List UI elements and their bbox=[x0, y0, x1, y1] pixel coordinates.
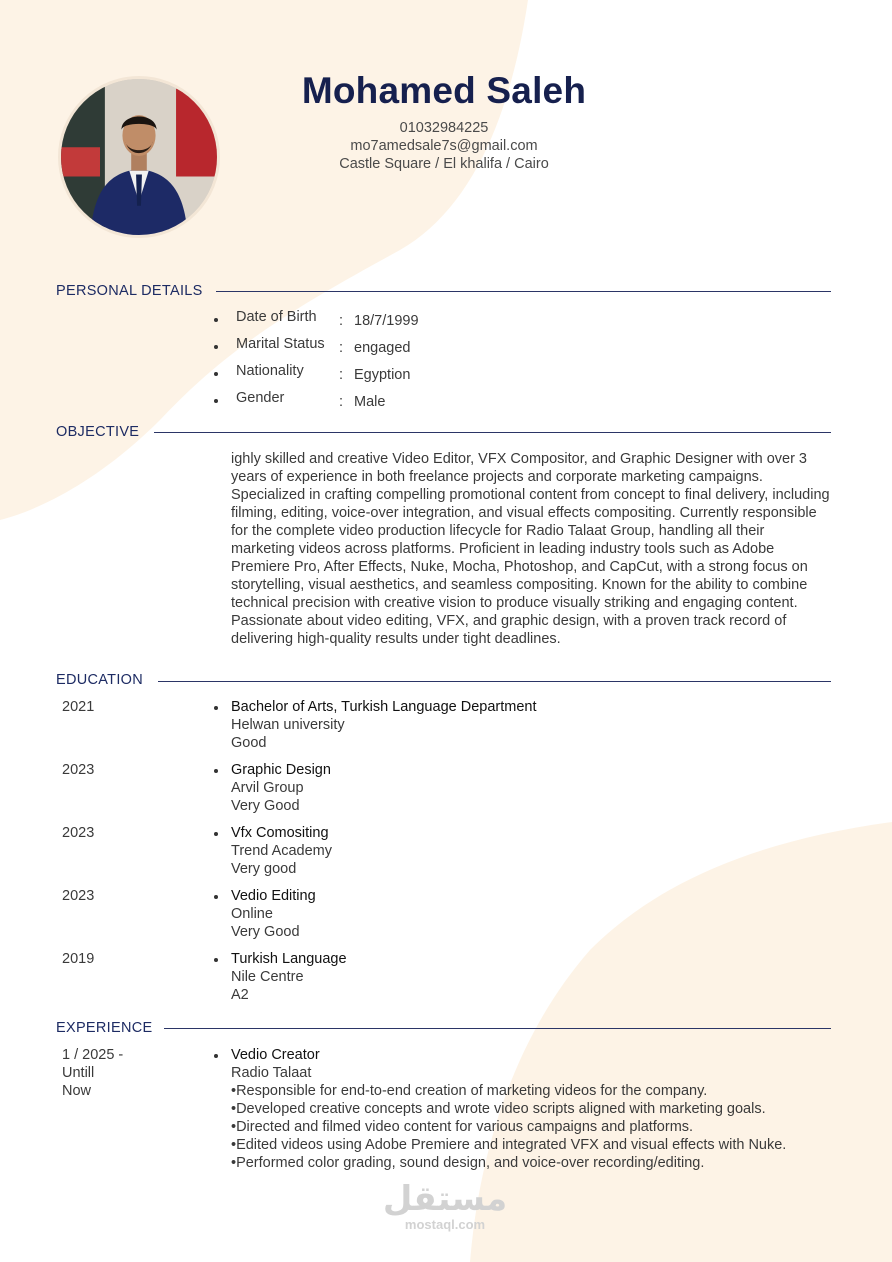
bullet-icon bbox=[214, 1054, 218, 1058]
responsibility-item: •Performed color grading, sound design, and voice-over recording/editing. bbox=[231, 1155, 705, 1171]
experience-date-line: 1 / 2025 - bbox=[62, 1047, 124, 1063]
education-year: 2019 bbox=[62, 951, 95, 967]
email-address: mo7amedsale7s@gmail.com bbox=[350, 138, 538, 154]
experience-heading: EXPERIENCE bbox=[56, 1020, 153, 1036]
education-entry bbox=[231, 887, 316, 941]
experience-date bbox=[62, 1046, 123, 1100]
responsibility-item: •Developed creative concepts and wrote video scripts aligned with marketing goals. bbox=[231, 1101, 766, 1117]
watermark-logo-text: مستقل bbox=[382, 1180, 508, 1218]
nationality-value: Egyption bbox=[354, 367, 411, 383]
education-institution: Nile Centre bbox=[231, 969, 304, 985]
section-divider bbox=[164, 1028, 831, 1029]
mostaql-watermark bbox=[380, 1180, 510, 1232]
experience-date-line: Now bbox=[62, 1083, 92, 1099]
bullet-icon bbox=[214, 372, 218, 376]
personal-details-heading: PERSONAL DETAILS bbox=[56, 283, 203, 299]
education-title: Vedio Editing bbox=[231, 888, 316, 904]
gender-label: Gender bbox=[236, 390, 285, 406]
education-grade: Very Good bbox=[231, 924, 300, 940]
phone-number: 01032984225 bbox=[399, 120, 489, 136]
responsibility-item: •Directed and filmed video content for various campaigns and platforms. bbox=[231, 1119, 694, 1135]
section-divider bbox=[154, 432, 831, 433]
home-address: Castle Square / El khalifa / Cairo bbox=[339, 156, 549, 172]
education-year: 2021 bbox=[62, 699, 95, 715]
company-name: Radio Talaat bbox=[231, 1065, 312, 1081]
experience-date-line: Untill bbox=[62, 1065, 95, 1081]
education-entry bbox=[231, 698, 536, 752]
profile-photo bbox=[58, 76, 220, 238]
person-portrait-icon bbox=[61, 79, 217, 235]
marital-status-label: Marital Status bbox=[236, 336, 325, 352]
education-entry bbox=[231, 950, 347, 1004]
dob-value: 18/7/1999 bbox=[354, 313, 419, 329]
bullet-icon bbox=[214, 706, 218, 710]
education-year: 2023 bbox=[62, 888, 95, 904]
education-entry bbox=[231, 824, 332, 878]
education-institution: Online bbox=[231, 906, 273, 922]
job-title: Vedio Creator bbox=[231, 1047, 320, 1063]
section-divider bbox=[216, 291, 831, 292]
candidate-name: Mohamed Saleh bbox=[301, 70, 587, 111]
education-heading: EDUCATION bbox=[56, 672, 144, 688]
responsibility-item: •Responsible for end-to-end creation of marketing videos for the company. bbox=[231, 1083, 708, 1099]
marital-status-value: engaged bbox=[354, 340, 411, 356]
gender-value: Male bbox=[354, 394, 386, 410]
education-entry bbox=[231, 761, 331, 815]
colon: : bbox=[339, 394, 344, 410]
colon: : bbox=[339, 340, 344, 356]
education-grade: Very Good bbox=[231, 798, 300, 814]
bullet-icon bbox=[214, 399, 218, 403]
bullet-icon bbox=[214, 769, 218, 773]
bullet-icon bbox=[214, 895, 218, 899]
bullet-icon bbox=[214, 318, 218, 322]
responsibility-item: •Edited videos using Adobe Premiere and integrated VFX and visual effects with Nuke. bbox=[231, 1137, 787, 1153]
education-year: 2023 bbox=[62, 762, 95, 778]
nationality-label: Nationality bbox=[236, 363, 304, 379]
bullet-icon bbox=[214, 832, 218, 836]
education-title: Turkish Language bbox=[231, 951, 347, 967]
colon: : bbox=[339, 313, 344, 329]
watermark-url: mostaql.com bbox=[404, 1217, 486, 1232]
bullet-icon bbox=[214, 958, 218, 962]
education-institution: Trend Academy bbox=[231, 843, 333, 859]
education-title: Graphic Design bbox=[231, 762, 331, 778]
education-grade: Very good bbox=[231, 861, 297, 877]
dob-label: Date of Birth bbox=[236, 309, 317, 325]
education-year: 2023 bbox=[62, 825, 95, 841]
experience-entry bbox=[231, 1046, 821, 1172]
education-institution: Helwan university bbox=[231, 717, 345, 733]
education-title: Vfx Comositing bbox=[231, 825, 329, 841]
objective-heading: OBJECTIVE bbox=[56, 424, 140, 440]
colon: : bbox=[339, 367, 344, 383]
education-grade: A2 bbox=[231, 987, 249, 1003]
education-title: Bachelor of Arts, Turkish Language Department bbox=[231, 699, 537, 715]
section-divider bbox=[158, 681, 831, 682]
bullet-icon bbox=[214, 345, 218, 349]
education-grade: Good bbox=[231, 735, 267, 751]
objective-text: ighly skilled and creative Video Editor, VFX Compositor, and Graphic Designer with over 3 years of experience in both freelance projects and corporate marketing campaigns. Specialized in crafting compelling promotional content from concept to final delivery, including filming, editing, voice-over integration, and visual effects compositing. Currently responsible for the complete video production lifecycle for Radio Talaat Group, handling all their marketing videos across platforms. Proficient in leading industry tools such as Adobe Premiere Pro, After Effects, Nuke, Mocha, Photoshop, and CapCut, with a strong focus on storytelling, visual aesthetics, and seamless compositing. Known for the ability to combine technical precision with creative vision to produce visually striking and engaging content. Passionate about video editing, VFX, and graphic design, with a proven track record of delivering high-quality results under tight deadlines. bbox=[231, 451, 830, 647]
education-institution: Arvil Group bbox=[231, 780, 304, 796]
